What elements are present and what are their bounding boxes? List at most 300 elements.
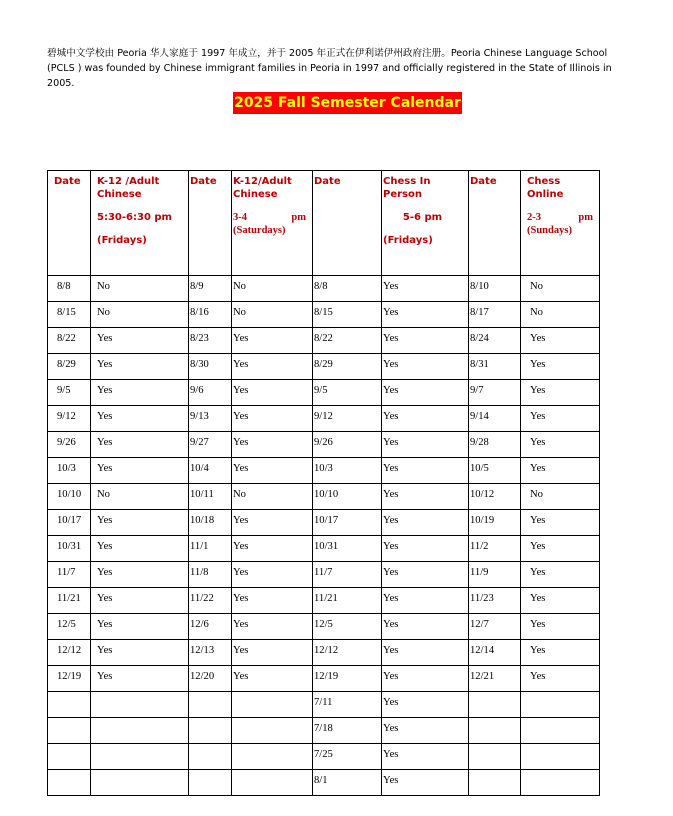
cell-date-fri <box>48 458 91 484</box>
cell-chess-in-person <box>382 770 469 796</box>
cell-chess-online <box>521 510 600 536</box>
cell-k12-fri <box>91 744 189 770</box>
header-k12-sat-day: (Saturdays) <box>233 225 286 236</box>
cell-date-sat <box>189 640 232 666</box>
cell-date-sat <box>189 614 232 640</box>
cell-value: No <box>97 307 110 318</box>
cell-date-sat <box>189 276 232 302</box>
cell-date-fri <box>48 744 91 770</box>
cell-k12-fri <box>91 588 189 614</box>
cell-value: 10/4 <box>190 463 209 474</box>
cell-date-fri <box>48 380 91 406</box>
cell-date-sat <box>189 328 232 354</box>
table-row <box>48 458 600 484</box>
cell-value: Yes <box>383 437 399 448</box>
cell-value: Yes <box>383 697 399 708</box>
cell-value <box>189 770 231 775</box>
cell-value: 8/29 <box>314 359 333 370</box>
table-row <box>48 380 600 406</box>
table-row <box>48 432 600 458</box>
cell-k12-sat <box>232 302 313 328</box>
cell-value: No <box>97 489 110 500</box>
cell-value: Yes <box>233 541 249 552</box>
cell-value: 12/21 <box>470 671 495 682</box>
cell-value: Yes <box>383 541 399 552</box>
cell-value: 9/6 <box>190 385 204 396</box>
cell-date-chess-fri <box>313 562 382 588</box>
cell-date-chess-fri <box>313 744 382 770</box>
cell-value: 12/12 <box>57 645 82 656</box>
title-container <box>0 92 673 114</box>
cell-k12-sat <box>232 276 313 302</box>
cell-chess-online <box>521 536 600 562</box>
cell-value: 7/18 <box>314 723 333 734</box>
intro-paragraph: 碧城中文学校由 Peoria 华人家庭于 1997 年成立，并于 2005 年正式在伊利诺伊州政府注册。Peoria Chinese Language School (PCLS ) was founded by Chinese immigrant families in Peoria in 1997 and officially registered in the State of Illinois in 2005. <box>47 48 612 89</box>
cell-value: 8/10 <box>470 281 489 292</box>
cell-date-chess-fri <box>313 536 382 562</box>
cell-value: Yes <box>530 567 546 578</box>
cell-chess-in-person <box>382 614 469 640</box>
cell-date-sun <box>469 614 521 640</box>
cell-value: Yes <box>530 671 546 682</box>
cell-k12-fri <box>91 406 189 432</box>
cell-chess-online <box>521 432 600 458</box>
table-row <box>48 640 600 666</box>
cell-value: 8/22 <box>57 333 76 344</box>
cell-date-sun <box>469 562 521 588</box>
cell-chess-online <box>521 744 600 770</box>
cell-date-chess-fri <box>313 302 382 328</box>
cell-value: 8/31 <box>470 359 489 370</box>
cell-chess-in-person <box>382 406 469 432</box>
cell-date-sat <box>189 380 232 406</box>
cell-value: 10/10 <box>314 489 339 500</box>
cell-value: Yes <box>383 307 399 318</box>
cell-value: 10/5 <box>470 463 489 474</box>
cell-chess-online <box>521 302 600 328</box>
cell-date-fri <box>48 484 91 510</box>
cell-chess-online <box>521 692 600 718</box>
cell-chess-online <box>521 328 600 354</box>
cell-date-sat <box>189 510 232 536</box>
cell-k12-sat <box>232 588 313 614</box>
cell-k12-fri <box>91 458 189 484</box>
cell-value: 12/14 <box>470 645 495 656</box>
cell-value <box>232 744 312 749</box>
header-row <box>48 171 600 276</box>
cell-k12-fri <box>91 328 189 354</box>
cell-value <box>48 718 90 723</box>
cell-value: Yes <box>233 385 249 396</box>
cell-value: Yes <box>97 333 113 344</box>
cell-k12-fri <box>91 302 189 328</box>
cell-value <box>232 770 312 775</box>
cell-value: 12/5 <box>57 619 76 630</box>
cell-date-sat <box>189 718 232 744</box>
calendar-title: 2025 Fall Semester Calendar <box>233 92 462 114</box>
header-chess-ip-title: Chess In Person <box>383 176 431 200</box>
cell-date-sun <box>469 536 521 562</box>
cell-value: Yes <box>383 489 399 500</box>
cell-date-sat <box>189 588 232 614</box>
cell-value <box>469 744 520 749</box>
cell-k12-sat <box>232 328 313 354</box>
cell-k12-fri <box>91 666 189 692</box>
cell-date-sat <box>189 536 232 562</box>
cell-value <box>189 718 231 723</box>
table-row <box>48 588 600 614</box>
cell-value: Yes <box>530 619 546 630</box>
cell-chess-in-person <box>382 744 469 770</box>
cell-k12-sat <box>232 562 313 588</box>
cell-value <box>189 692 231 697</box>
cell-value <box>521 770 599 775</box>
cell-date-fri <box>48 432 91 458</box>
table-row <box>48 614 600 640</box>
cell-value <box>521 692 599 697</box>
cell-value: Yes <box>530 645 546 656</box>
cell-date-sat <box>189 302 232 328</box>
table-row <box>48 536 600 562</box>
cell-value <box>91 744 188 749</box>
cell-chess-in-person <box>382 276 469 302</box>
cell-date-sun <box>469 276 521 302</box>
cell-value: Yes <box>530 541 546 552</box>
cell-chess-online <box>521 614 600 640</box>
cell-value: Yes <box>383 775 399 786</box>
cell-k12-fri <box>91 380 189 406</box>
cell-value: 12/6 <box>190 619 209 630</box>
cell-value: 10/19 <box>470 515 495 526</box>
cell-k12-fri <box>91 692 189 718</box>
cell-value: 9/14 <box>470 411 489 422</box>
cell-value: No <box>530 307 543 318</box>
cell-date-sat <box>189 744 232 770</box>
cell-value: Yes <box>530 463 546 474</box>
cell-date-chess-fri <box>313 770 382 796</box>
cell-date-chess-fri <box>313 718 382 744</box>
cell-value: Yes <box>97 541 113 552</box>
cell-value: 11/2 <box>470 541 489 552</box>
cell-value: Yes <box>97 463 113 474</box>
cell-value: Yes <box>233 515 249 526</box>
cell-date-sat <box>189 432 232 458</box>
cell-k12-sat <box>232 640 313 666</box>
cell-chess-online <box>521 640 600 666</box>
cell-k12-fri <box>91 276 189 302</box>
cell-value: No <box>233 307 246 318</box>
cell-date-sun <box>469 744 521 770</box>
cell-chess-online <box>521 406 600 432</box>
header-k12-sat-time-end: pm <box>291 212 306 223</box>
header-chess-on-time-end: pm <box>578 212 593 223</box>
cell-value: 10/12 <box>470 489 495 500</box>
cell-value: Yes <box>233 567 249 578</box>
cell-value: 9/28 <box>470 437 489 448</box>
cell-date-fri <box>48 276 91 302</box>
cell-date-sun <box>469 588 521 614</box>
header-k12-sat-title: K-12/Adult Chinese <box>233 176 292 200</box>
cell-date-sat <box>189 666 232 692</box>
cell-value: Yes <box>383 281 399 292</box>
cell-date-sun <box>469 510 521 536</box>
cell-value: 8/1 <box>314 775 328 786</box>
header-chess-ip-time: 5-6 pm <box>402 212 443 223</box>
table-row <box>48 328 600 354</box>
cell-value: Yes <box>233 671 249 682</box>
cell-value: 12/13 <box>190 645 215 656</box>
cell-chess-online <box>521 666 600 692</box>
cell-value: 10/31 <box>57 541 82 552</box>
cell-chess-in-person <box>382 484 469 510</box>
cell-value: 9/12 <box>314 411 333 422</box>
cell-value <box>48 744 90 749</box>
cell-value <box>232 718 312 723</box>
cell-value: 9/12 <box>57 411 76 422</box>
header-chess-on-time-start: 2-3 <box>527 212 541 223</box>
cell-date-fri <box>48 692 91 718</box>
cell-value: Yes <box>233 437 249 448</box>
header-date-sun <box>469 171 521 276</box>
cell-value: 7/25 <box>314 749 333 760</box>
cell-value: 11/21 <box>57 593 81 604</box>
cell-value: 10/3 <box>57 463 76 474</box>
cell-date-sat <box>189 458 232 484</box>
cell-value: 11/8 <box>190 567 209 578</box>
cell-value: 10/17 <box>314 515 339 526</box>
cell-value: Yes <box>383 671 399 682</box>
cell-value: 10/11 <box>190 489 214 500</box>
cell-value: No <box>233 489 246 500</box>
cell-date-chess-fri <box>313 588 382 614</box>
cell-value: Yes <box>97 437 113 448</box>
cell-value: 8/8 <box>314 281 328 292</box>
cell-value: Yes <box>233 359 249 370</box>
cell-k12-sat <box>232 458 313 484</box>
cell-date-chess-fri <box>313 458 382 484</box>
header-date-label: Date <box>470 176 497 187</box>
cell-k12-fri <box>91 510 189 536</box>
cell-value: Yes <box>383 411 399 422</box>
table-row <box>48 354 600 380</box>
cell-value: 11/9 <box>470 567 489 578</box>
cell-value: Yes <box>383 385 399 396</box>
cell-value: 8/15 <box>57 307 76 318</box>
table-row <box>48 302 600 328</box>
cell-value: Yes <box>233 593 249 604</box>
cell-k12-sat <box>232 484 313 510</box>
cell-date-chess-fri <box>313 510 382 536</box>
cell-value: No <box>530 281 543 292</box>
cell-chess-in-person <box>382 640 469 666</box>
cell-value: 9/13 <box>190 411 209 422</box>
cell-chess-in-person <box>382 380 469 406</box>
table-row <box>48 276 600 302</box>
cell-k12-fri <box>91 432 189 458</box>
cell-value: Yes <box>97 411 113 422</box>
header-k12-sat-time-start: 3-4 <box>233 212 247 223</box>
header-k12-fri-time: 5:30-6:30 pm <box>97 212 172 223</box>
cell-date-fri <box>48 302 91 328</box>
cell-k12-sat <box>232 354 313 380</box>
cell-value <box>48 770 90 775</box>
cell-value <box>48 692 90 697</box>
cell-value: Yes <box>97 359 113 370</box>
header-date-label: Date <box>314 176 341 187</box>
cell-k12-sat <box>232 380 313 406</box>
cell-chess-online <box>521 354 600 380</box>
cell-chess-online <box>521 276 600 302</box>
table-row <box>48 718 600 744</box>
cell-date-chess-fri <box>313 380 382 406</box>
cell-value: 8/17 <box>470 307 489 318</box>
cell-value: 12/7 <box>470 619 489 630</box>
cell-date-fri <box>48 328 91 354</box>
cell-value: Yes <box>530 385 546 396</box>
table-row <box>48 562 600 588</box>
header-k12-saturday <box>232 171 313 276</box>
header-k12-friday <box>91 171 189 276</box>
cell-value <box>232 692 312 697</box>
cell-value: 10/3 <box>314 463 333 474</box>
cell-date-chess-fri <box>313 640 382 666</box>
cell-date-fri <box>48 510 91 536</box>
cell-chess-in-person <box>382 302 469 328</box>
cell-k12-sat <box>232 770 313 796</box>
cell-value: No <box>530 489 543 500</box>
cell-date-chess-fri <box>313 276 382 302</box>
cell-value: 9/26 <box>314 437 333 448</box>
cell-date-sat <box>189 406 232 432</box>
cell-value: No <box>233 281 246 292</box>
cell-value: 12/19 <box>314 671 339 682</box>
cell-date-chess-fri <box>313 354 382 380</box>
cell-date-fri <box>48 718 91 744</box>
header-chess-online <box>521 171 600 276</box>
cell-value: 7/11 <box>314 697 333 708</box>
table-row <box>48 666 600 692</box>
header-chess-on-day: (Sundays) <box>527 225 572 236</box>
cell-value: Yes <box>97 593 113 604</box>
cell-value: 12/19 <box>57 671 82 682</box>
cell-date-chess-fri <box>313 406 382 432</box>
header-chess-in-person <box>382 171 469 276</box>
cell-value: Yes <box>530 437 546 448</box>
cell-date-chess-fri <box>313 692 382 718</box>
cell-value <box>521 718 599 723</box>
cell-value: 12/20 <box>190 671 215 682</box>
cell-chess-in-person <box>382 432 469 458</box>
cell-value: 12/5 <box>314 619 333 630</box>
cell-date-chess-fri <box>313 614 382 640</box>
cell-value: 11/21 <box>314 593 338 604</box>
cell-value: Yes <box>530 593 546 604</box>
cell-chess-online <box>521 458 600 484</box>
cell-value: 9/26 <box>57 437 76 448</box>
cell-date-sat <box>189 354 232 380</box>
calendar-table <box>47 170 600 796</box>
calendar-body <box>48 276 600 796</box>
header-date-label: Date <box>190 176 217 187</box>
cell-date-chess-fri <box>313 484 382 510</box>
cell-value: 11/22 <box>190 593 214 604</box>
cell-k12-sat <box>232 406 313 432</box>
cell-chess-in-person <box>382 328 469 354</box>
cell-k12-sat <box>232 536 313 562</box>
cell-value <box>91 718 188 723</box>
cell-value: 12/12 <box>314 645 339 656</box>
cell-value: 8/16 <box>190 307 209 318</box>
cell-date-chess-fri <box>313 328 382 354</box>
cell-value: 8/29 <box>57 359 76 370</box>
cell-k12-fri <box>91 640 189 666</box>
cell-value: No <box>97 281 110 292</box>
cell-value: Yes <box>530 359 546 370</box>
cell-value: 11/1 <box>190 541 209 552</box>
table-row <box>48 484 600 510</box>
cell-k12-sat <box>232 718 313 744</box>
cell-date-fri <box>48 536 91 562</box>
cell-value: Yes <box>383 645 399 656</box>
cell-date-sun <box>469 718 521 744</box>
cell-value: Yes <box>530 411 546 422</box>
cell-value: Yes <box>383 619 399 630</box>
cell-value: 9/5 <box>314 385 328 396</box>
cell-value: Yes <box>383 723 399 734</box>
cell-value <box>469 692 520 697</box>
cell-chess-online <box>521 380 600 406</box>
cell-date-sun <box>469 692 521 718</box>
cell-value <box>91 770 188 775</box>
cell-value: 8/23 <box>190 333 209 344</box>
cell-chess-online <box>521 770 600 796</box>
cell-value: 8/9 <box>190 281 204 292</box>
cell-date-sun <box>469 484 521 510</box>
cell-k12-sat <box>232 510 313 536</box>
cell-date-sun <box>469 406 521 432</box>
cell-chess-in-person <box>382 354 469 380</box>
cell-k12-fri <box>91 484 189 510</box>
header-chess-ip-day: (Fridays) <box>383 235 433 246</box>
cell-value: Yes <box>383 593 399 604</box>
header-chess-on-title: Chess Online <box>527 176 564 200</box>
cell-date-sun <box>469 328 521 354</box>
cell-k12-sat <box>232 432 313 458</box>
cell-k12-fri <box>91 536 189 562</box>
cell-value: Yes <box>97 645 113 656</box>
cell-value <box>469 770 520 775</box>
cell-value: 10/10 <box>57 489 82 500</box>
cell-value: Yes <box>233 619 249 630</box>
cell-value: 8/22 <box>314 333 333 344</box>
cell-date-fri <box>48 562 91 588</box>
cell-value: Yes <box>97 619 113 630</box>
cell-date-fri <box>48 770 91 796</box>
table-row <box>48 770 600 796</box>
cell-chess-in-person <box>382 562 469 588</box>
cell-value: Yes <box>383 333 399 344</box>
header-date-chess-fri <box>313 171 382 276</box>
cell-value: Yes <box>233 333 249 344</box>
table-row <box>48 744 600 770</box>
header-date-fri <box>48 171 91 276</box>
cell-value: 9/27 <box>190 437 209 448</box>
cell-value: Yes <box>233 645 249 656</box>
cell-value: 10/18 <box>190 515 215 526</box>
cell-value: Yes <box>530 515 546 526</box>
cell-chess-online <box>521 588 600 614</box>
cell-date-fri <box>48 640 91 666</box>
